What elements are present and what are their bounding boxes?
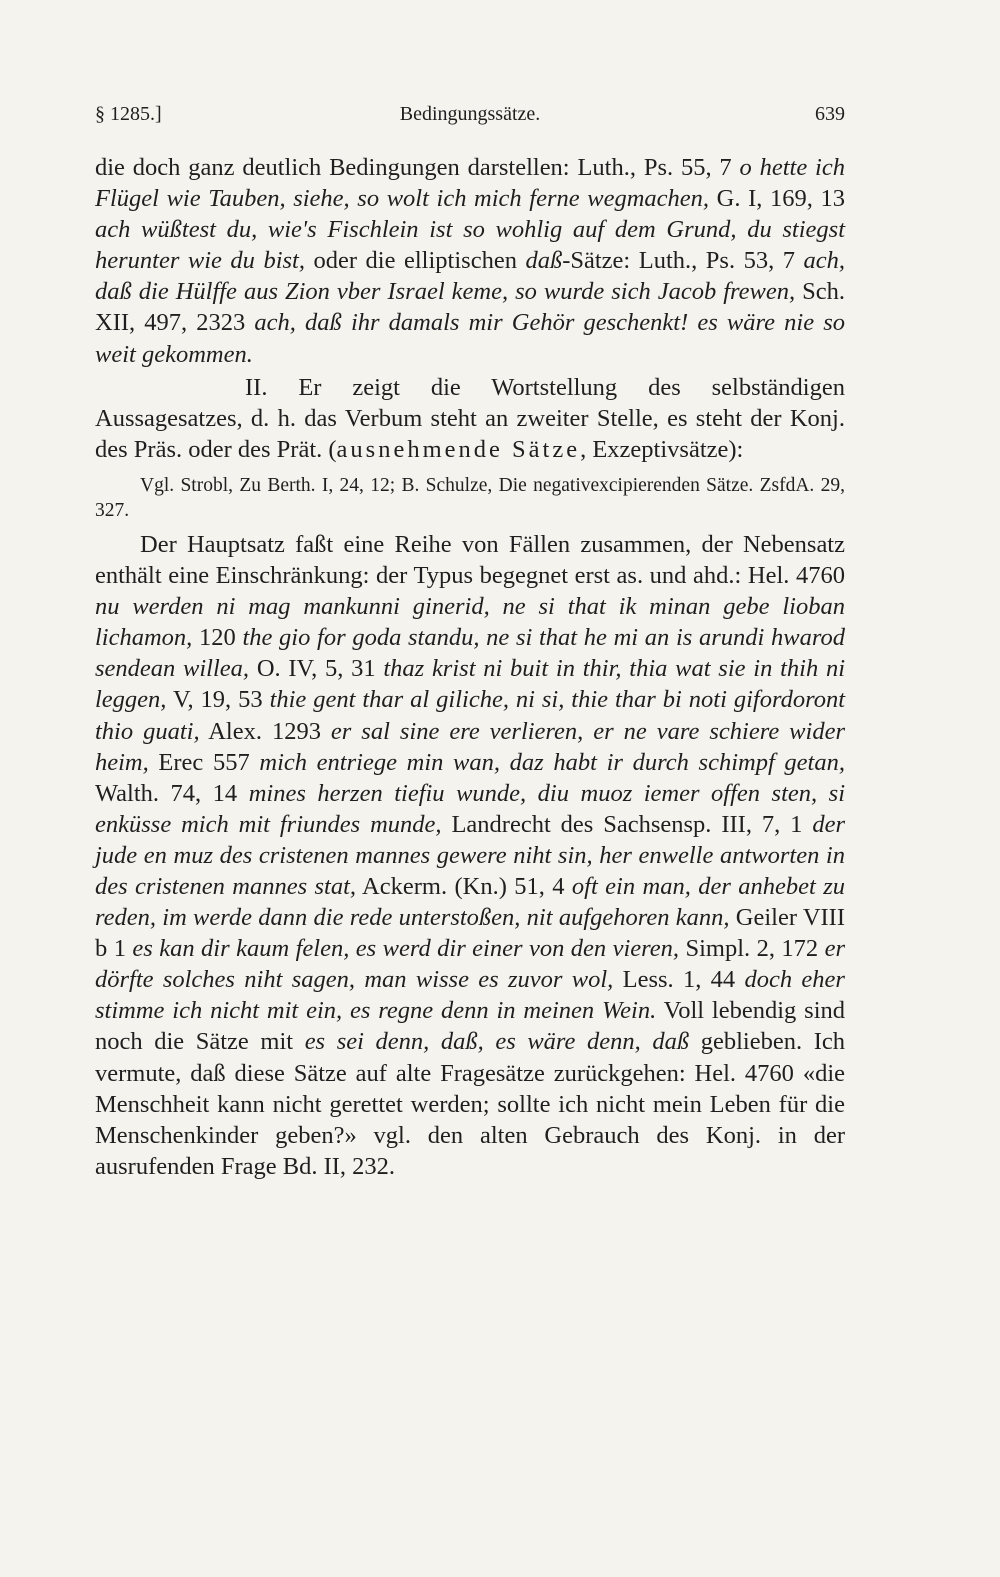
text-run: -Sätze: Luth., Ps. 53, 7 [562, 247, 804, 275]
running-title: Bedingungssätze. [399, 103, 541, 125]
italic-citation: der jude en muz des cristenen mannes gewere niht sin, her enwelle antworten in des cristenen mannes stat, [95, 810, 845, 900]
italic-citation: the gio for goda standu, ne si that he mi an is arundi hwarod sendean willea, [95, 624, 845, 683]
italic-citation: ach wüßtest du, wie's Fischlein ist so wohlig auf dem Grund, du stiegst herunter wie du bist, [95, 216, 845, 275]
bibliographic-reference: Vgl. Strobl, Zu Berth. I, 24, 12; B. Schulze, Die negativexcipierenden Sätze. ZsfdA. 29, 327. [95, 474, 845, 521]
paragraph-word-order [95, 372, 845, 465]
italic-citation: er dörfte solches niht sagen, man wisse es zuvor wol, [95, 935, 846, 994]
text-run: Less. 1, 44 [613, 966, 745, 994]
text-run: V, 19, 53 [166, 686, 270, 714]
text-run: Sch. XII, 497, 2323 [95, 278, 845, 337]
italic-citation: er sal sine ere verlieren, er ne vare schiere wider heim, [95, 717, 845, 776]
italic-citation: ach, daß ihr damals mir Gehör geschenkt! es wäre nie so weit gekommen. [95, 309, 845, 368]
text-run: , Exzeptivsätze): [580, 435, 744, 463]
text-run: oder die elliptischen [304, 247, 526, 275]
text-run: Erec 557 [148, 748, 260, 776]
text-run: O. IV, 5, 31 [249, 655, 384, 683]
italic-citation: mines herzen tiefiu wunde, diu muoz iemer offen sten, si enküsse mich mit friundes munde, [95, 779, 845, 838]
text-run: G. I, 169, 13 [709, 185, 845, 213]
text-run: Geiler VIII b 1 [95, 904, 845, 963]
italic-citation: thie gent thar al giliche, ni si, thie thar bi noti gifordoront thio guati, [95, 686, 845, 745]
page-number: 639 [815, 103, 845, 125]
text-run: Alex. 1293 [199, 717, 331, 745]
italic-citation: es sei denn, daß, es wäre denn, daß [304, 1028, 690, 1056]
text-run: Ackerm. (Kn.) 51, 4 [356, 872, 572, 900]
spaced-term: ausnehmende Sätze [336, 435, 581, 463]
text-run: II. Er zeigt die Wortstellung des selbständigen Aussagesatzes, d. h. das Verbum steht an zweiter Stelle, es steht der Konj. des Präs. oder des Prät. ( [95, 373, 845, 463]
italic-citation: mich entriege min wan, daz habt ir durch schimpf getan, [259, 748, 845, 776]
italic-citation: oft ein man, der anhebet zu reden, im werde dann die rede unterstoßen, nit aufgehoren kann, [95, 872, 845, 932]
text-run: die doch ganz deutlich Bedingungen darstellen: Luth., Ps. 55, 7 [95, 154, 740, 181]
italic-citation: ach, daß die Hülffe aus Zion vber Israel keme, so wurde sich Jacob frewen, [95, 247, 846, 306]
text-run: 120 [192, 624, 243, 652]
text-run: Der Hauptsatz faßt eine Reihe von Fällen zusammen, der Nebensatz enthält eine Einschränkung: der Typus begegnet erst as. und ahd.: Hel. 4760 [95, 530, 845, 590]
paragraph-main-clause [95, 529, 845, 1182]
section-number: § 1285.] [95, 103, 162, 125]
text-run: geblieben. Ich vermute, daß diese Sätze auf alte Fragesätze zurückgehen: Hel. 4760 «die Menschheit kann nicht gerettet werden; sollte ich nicht mein Leben für die Menschenkinder geben?» vgl. den alten Gebrauch des Konj. in der ausrufenden Frage Bd. II, 232. [95, 1028, 845, 1180]
paragraph-conditional-examples [95, 152, 845, 370]
italic-citation: thaz krist ni buit in thir, thia wat sie in thih ni leggen, [95, 655, 846, 714]
italic-citation: o hette ich Flügel wie Tauben, siehe, so wolt ich mich ferne wegmachen, [95, 154, 845, 213]
italic-citation: doch eher stimme ich nicht mit ein, es regne denn in meinen Wein. [95, 966, 845, 1025]
text-run: Walth. 74, 14 [95, 779, 249, 807]
text-run: Voll lebendig sind noch die Sätze mit [95, 997, 845, 1056]
page-body [95, 152, 845, 1182]
italic-citation: nu werden ni mag mankunni ginerid, ne si that ik minan gebe lioban lichamon, [95, 593, 845, 652]
italic-citation: es kan dir kaum felen, es werd dir einer von den vieren, [132, 935, 680, 963]
italic-citation: daß [525, 247, 563, 275]
text-run: Simpl. 2, 172 [679, 935, 825, 963]
text-run: Landrecht des Sachsensp. III, 7, 1 [441, 810, 813, 838]
